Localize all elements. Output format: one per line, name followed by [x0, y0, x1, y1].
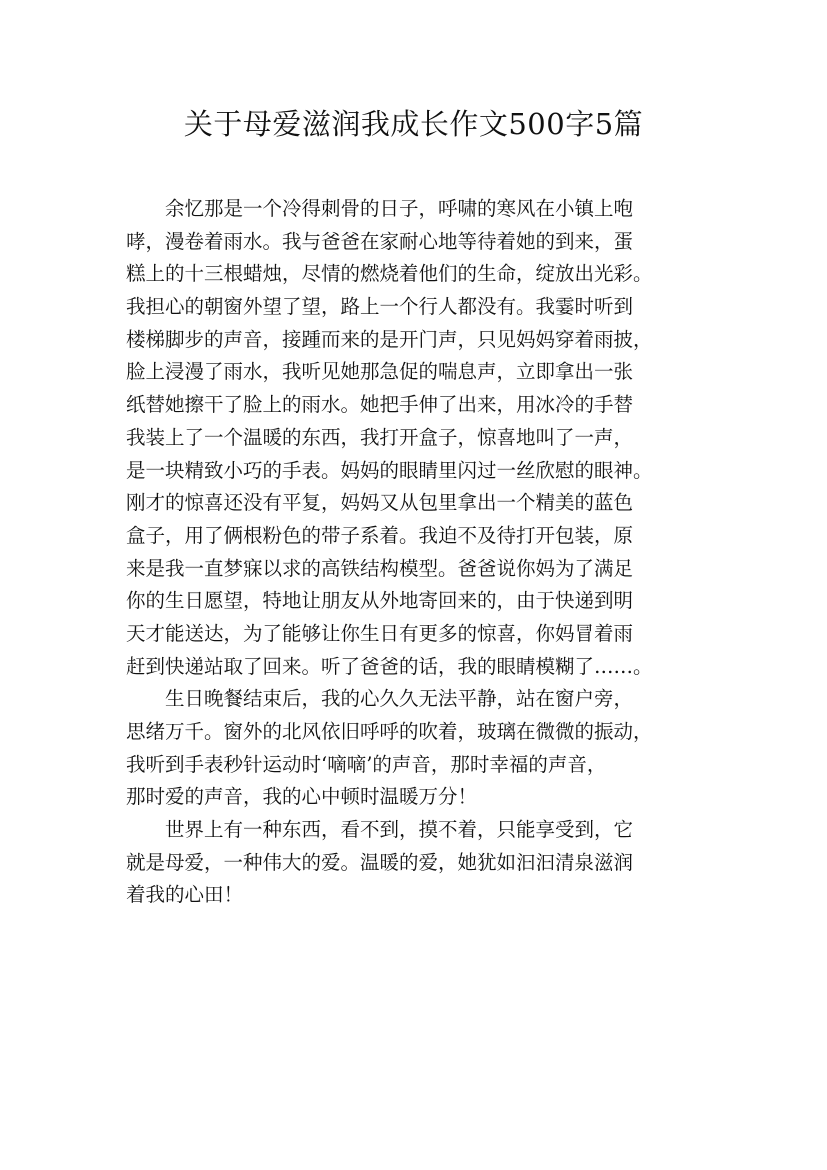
- text-line: 我听到手表秒针运动时‘嘀嘀’的声音，那时幸福的声音，: [126, 752, 607, 776]
- text-line: 糕上的十三根蜡烛，尽情的燃烧着他们的生命，绽放出光彩。: [126, 262, 653, 286]
- text-line: 是一块精致小巧的手表。妈妈的眼睛里闪过一丝欣慰的眼神。: [126, 458, 653, 482]
- text-line: 天才能送达，为了能够让你生日有更多的惊喜，你妈冒着雨: [126, 621, 634, 645]
- text-line: 楼梯脚步的声音，接踵而来的是开门声，只见妈妈穿着雨披，: [126, 327, 653, 351]
- text-line: 你的生日愿望，特地让朋友从外地寄回来的，由于快递到明: [126, 589, 634, 613]
- paragraph-3: [126, 814, 711, 912]
- text-line: 余忆那是一个冷得刺骨的日子，呼啸的寒风在小镇上咆: [165, 197, 634, 220]
- text-line: 来是我一直梦寐以求的高铁结构模型。爸爸说你妈为了满足: [126, 556, 634, 580]
- document-title: 关于母爱滋润我成长作文500字5篇: [183, 107, 644, 141]
- text-line: 世界上有一种东西，看不到，摸不着，只能享受到，它: [165, 818, 634, 842]
- text-line: 刚才的惊喜还没有平复，妈妈又从包里拿出一个精美的蓝色: [126, 491, 634, 515]
- text-line: 着我的心田！: [126, 883, 244, 907]
- text-line: 赶到快递站取了回来。听了爸爸的话，我的眼睛模糊了……。: [126, 654, 653, 678]
- text-line: 生日晚餐结束后，我的心久久无法平静，站在窗户旁，: [165, 687, 634, 711]
- paragraph-1: [126, 193, 711, 683]
- text-line: 哮，漫卷着雨水。我与爸爸在家耐心地等待着她的到来，蛋: [126, 229, 634, 253]
- text-line: 脸上浸漫了雨水，我听见她那急促的喘息声，立即拿出一张: [126, 360, 634, 384]
- document-body: [126, 193, 711, 912]
- paragraph-2: [126, 683, 711, 814]
- text-line: 我担心的朝窗外望了望，路上一个行人都没有。我霎时听到: [126, 295, 634, 319]
- text-line: 就是母爱，一种伟大的爱。温暖的爱，她犹如汩汩清泉滋润: [126, 850, 634, 874]
- text-line: 那时爱的声音，我的心中顿时温暖万分！: [126, 785, 478, 809]
- text-line: 思绪万千。窗外的北风依旧呼呼的吹着，玻璃在微微的振动，: [126, 720, 653, 743]
- text-line: 我装上了一个温暖的东西，我打开盒子，惊喜地叫了一声，: [126, 425, 634, 449]
- text-line: 盒子，用了俩根粉色的带子系着。我迫不及待打开包装，原: [126, 523, 634, 547]
- text-line: 纸替她擦干了脸上的雨水。她把手伸了出来，用冰冷的手替: [126, 393, 634, 417]
